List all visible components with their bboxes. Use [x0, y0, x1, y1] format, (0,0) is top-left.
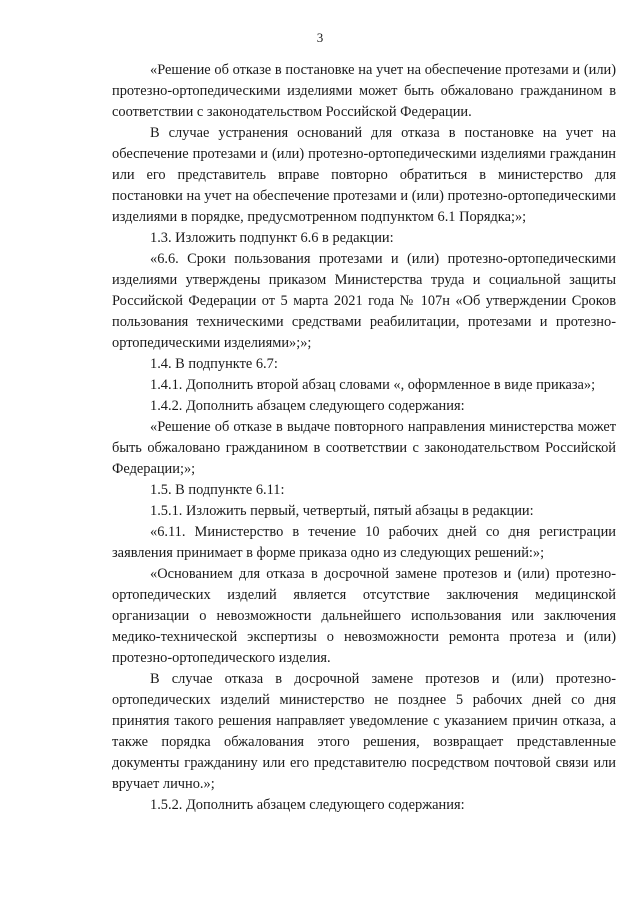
page-number: 3	[316, 30, 324, 45]
paragraph: «Основанием для отказа в досрочной замене протезов и (или) протезно-ортопедических изделий является отсутствие заключения медицинской организации о невозможности дальнейшего использования или заключения медико-технической экспертизы о невозможности ремонта протеза и (или) протезно-ортопедического изделия.	[112, 566, 616, 666]
paragraph: 1.4.2. Дополнить абзацем следующего содержания:	[150, 398, 465, 414]
paragraph: 1.5.1. Изложить первый, четвертый, пятый абзацы в редакции:	[150, 503, 534, 519]
paragraph: «Решение об отказе в выдаче повторного направления министерства может быть обжаловано гражданином в соответствии с законодательством Российской Федерации;»;	[112, 419, 616, 477]
document-body	[112, 60, 616, 816]
paragraph: 1.3. Изложить подпункт 6.6 в редакции:	[150, 230, 394, 246]
paragraph: В случае устранения оснований для отказа в постановке на учет на обеспечение протезами и (или) протезно-ортопедическими изделиями гражданин или его представитель вправе повторно обратиться в министерство для постановки на учет на обеспечение протезами и (или) протезно-ортопедическими изделиями в порядке, предусмотренном подпунктом 6.1 Порядка;»;	[112, 125, 616, 225]
paragraph: В случае отказа в досрочной замене протезов и (или) протезно-ортопедических изделий министерство не позднее 5 рабочих дней со дня принятия такого решения направляет уведомление с указанием причин отказа, а также порядка обжалования этого решения, возвращает представленные документы гражданину или его представителю посредством почтовой связи или вручает лично.»;	[112, 671, 616, 792]
paragraph: 1.4.1. Дополнить второй абзац словами «, оформленное в виде приказа»;	[150, 377, 596, 393]
paragraph: «6.6. Сроки пользования протезами и (или) протезно-ортопедическими изделиями утверждены приказом Министерства труда и социальной защиты Российской Федерации от 5 марта 2021 года № 107н «Об утверждении Сроков пользования техническими средствами реабилитации, протезами и протезно-ортопедическими изделиями»;»;	[112, 251, 616, 351]
paragraph: «Решение об отказе в постановке на учет на обеспечение протезами и (или) протезно-ортопедическими изделиями может быть обжаловано гражданином в соответствии с законодательством Российской Федерации.	[112, 62, 616, 120]
paragraph: 1.5. В подпункте 6.11:	[150, 482, 285, 498]
paragraph: 1.5.2. Дополнить абзацем следующего содержания:	[150, 797, 465, 813]
paragraph: «6.11. Министерство в течение 10 рабочих дней со дня регистрации заявления принимает в форме приказа одно из следующих решений:»;	[112, 524, 616, 561]
paragraph: 1.4. В подпункте 6.7:	[150, 356, 278, 372]
